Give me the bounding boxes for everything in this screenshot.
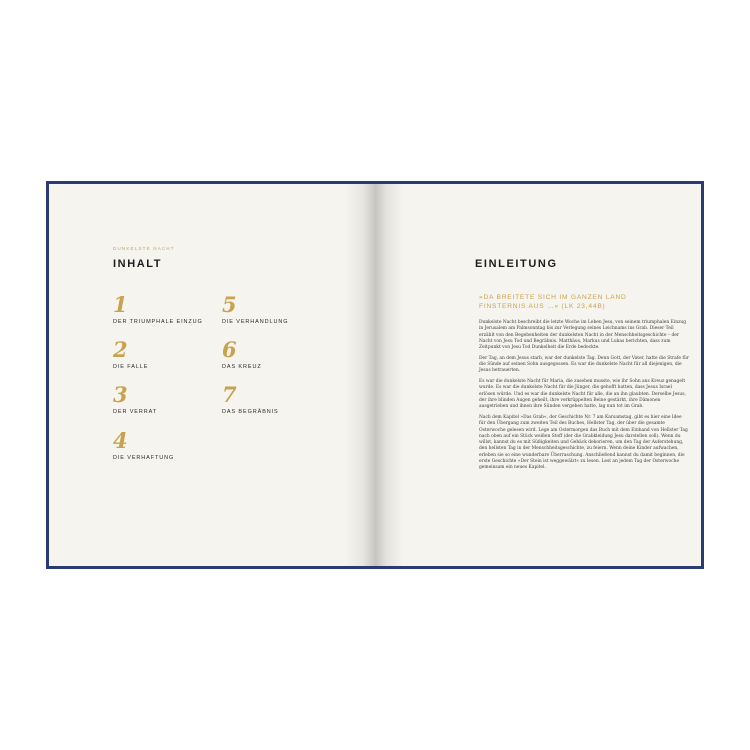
toc-entry bbox=[113, 384, 223, 415]
toc-entry bbox=[222, 384, 332, 415]
body-paragraph: Es war die dunkelste Nacht für Maria, die zusehen musste, wie ihr Sohn ans Kreuz genagelt wurde. Es war die dunkelste Nacht für die Jünger, die gehofft hatten, dass Jesus Israel erlösen würde. Und es war die dunkelste Nacht für alle, die an ihn glaubten. Derselbe Jesus, der ihre blinden Augen geheilt, ihre verkrüppelten Beine gestärkt, ihre Dämonen ausgetrieben und ihnen ihre Sünden vergeben hatte, lag nun tot im Grab. bbox=[479, 379, 686, 410]
toc-label: DAS KREUZ bbox=[222, 364, 262, 370]
open-book bbox=[46, 181, 704, 569]
gutter-shadow-right bbox=[375, 184, 403, 566]
body-paragraph: Dunkelste Nacht beschreibt die letzte Woche im Leben Jesu, von seinem triumphalen Einzug in Jerusalem am Palmsonntag bis zur Verlegung seines Leichnams ins Grab. Dieser Teil erzählt von den Begebenheiten der dunkelsten Nacht in der Menschheitsgeschichte – der Nacht von Jesu Tod und Begräbnis. Matthäus, Markus und Lukas berichten, dass zum Zeitpunkt von Jesu Tod Dunkelheit die Erde bedeckte. bbox=[479, 320, 687, 350]
body-paragraph: Der Tag, an dem Jesus starb, war der dunkelste Tag. Denn Gott, der Vater, hatte die Strafe für die Sünde auf seinen Sohn ausgegossen. Es war die dunkelste Nacht für all diejenigen, die Jesus betrauerten. bbox=[479, 355, 689, 374]
toc-number: 7 bbox=[222, 382, 237, 407]
right-page bbox=[375, 184, 701, 566]
toc-label: DIE FALLE bbox=[113, 364, 149, 370]
intro-quote: »DA BREITETE SICH IM GANZEN LAND FINSTERNIS AUS …« (LK 23,44B) bbox=[479, 294, 627, 310]
toc-entry bbox=[113, 430, 223, 461]
section-kicker: DUNKELSTE NACHT bbox=[113, 246, 175, 251]
toc-label: DER TRIUMPHALE EINZUG bbox=[113, 319, 203, 325]
toc-label: DAS BEGRÄBNIS bbox=[222, 409, 279, 415]
toc-entry bbox=[222, 339, 332, 370]
toc-label: DER VERRAT bbox=[113, 409, 158, 415]
gutter-shadow-left bbox=[345, 184, 375, 566]
toc-number: 4 bbox=[113, 428, 128, 453]
toc-number: 5 bbox=[222, 292, 237, 317]
toc-number: 3 bbox=[113, 382, 128, 407]
intro-body bbox=[479, 320, 689, 476]
toc-entry bbox=[113, 294, 223, 325]
toc-label: DIE VERHANDLUNG bbox=[222, 319, 289, 325]
intro-heading: EINLEITUNG bbox=[475, 258, 558, 270]
left-page bbox=[49, 184, 375, 566]
toc-entry bbox=[222, 294, 332, 325]
toc-label: DIE VERHAFTUNG bbox=[113, 455, 175, 461]
toc-number: 1 bbox=[113, 292, 128, 317]
toc-entry bbox=[113, 339, 223, 370]
toc-number: 6 bbox=[222, 337, 237, 362]
toc-number: 2 bbox=[113, 337, 128, 362]
body-paragraph: Nach dem Kapitel »Das Grab«, der Geschichte Nr. 7 am Karsamstag, gibt es hier eine Idee für den Übergang zum zweiten Teil des Buches, Hellster Tag, der über die gesamte Osterwoche gelesen wird. Lege am Ostermorgen das Buch mit dem Einband von Hellster Tag nach oben auf ein Stück weißen Stoff (der die Grabkleidung Jesu darstellen soll). Wenn du willst, kannst du es mit Süßigkeiten und Gebäck dekorieren, um den Tag der Auferstehung, den hellsten Tag in der Menschheitsgeschichte, zu feiern. Wenn deine Kinder aufwachen, erleben sie so eine wunderbare Überraschung. Anschließend kannst du damit beginnen, die erste Geschichte »Der Stein ist weggewälzt« zu lesen. Lest an jedem Tag der Osterwoche gemeinsam ein neues Kapitel. bbox=[479, 415, 688, 471]
toc-heading: INHALT bbox=[113, 258, 163, 270]
